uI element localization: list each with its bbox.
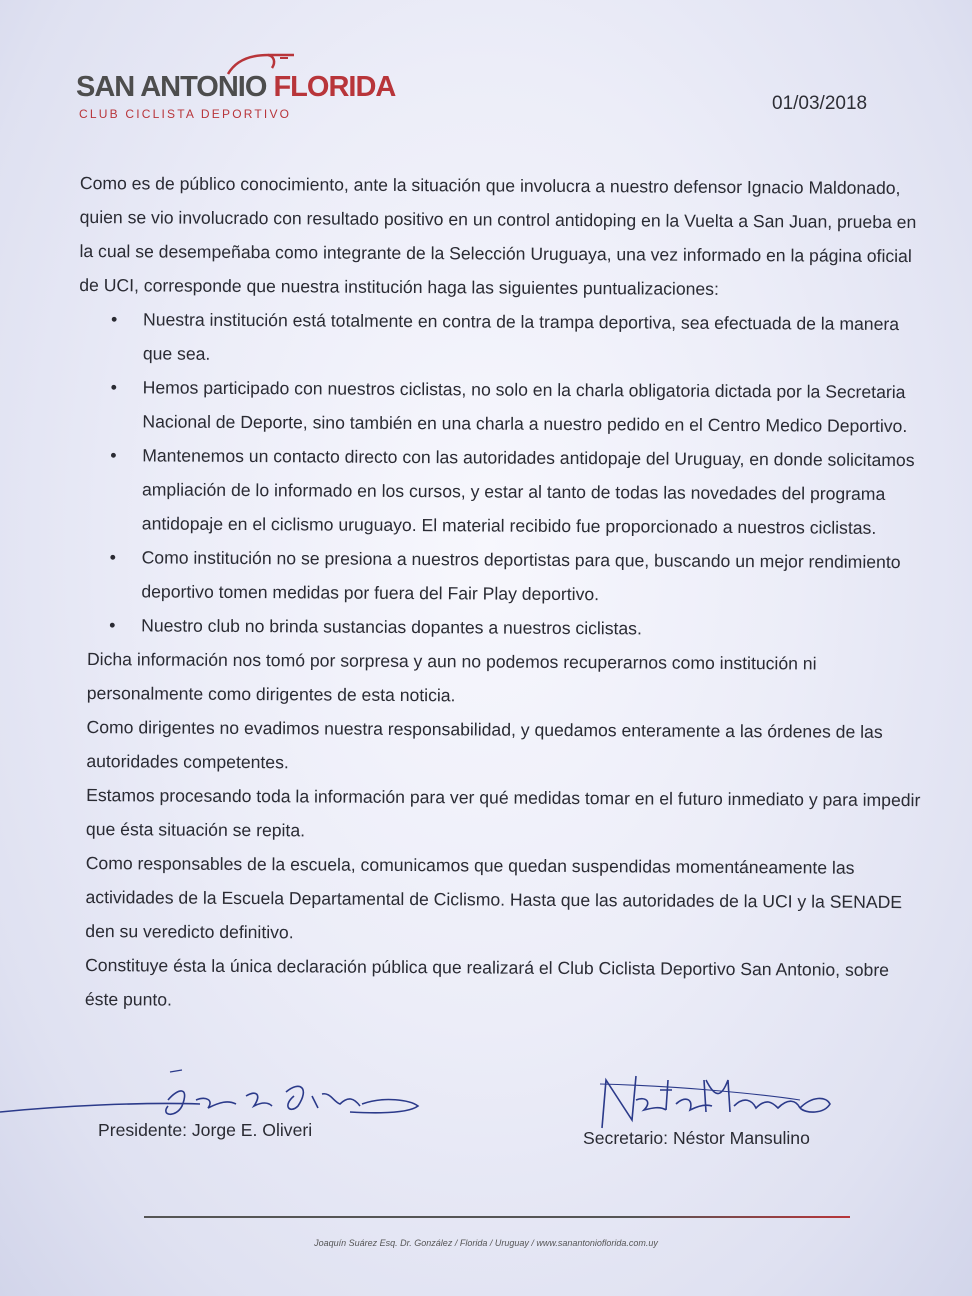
secretary-signature [600, 1076, 830, 1128]
logo-wordmark [76, 73, 395, 102]
letter-body [75, 166, 926, 1021]
signature-area [0, 1066, 972, 1166]
secretary-name: Secretario: Néstor Mansulino [583, 1128, 810, 1148]
list-item: • Hemos participado con nuestros ciclistas, no solo en la charla obligatoria dictada por la Secretaria Nacional de Deporte, sino también en una charla a nuestro pedido en el Centro Medico Deportivo. [142, 370, 924, 443]
letter-date: 01/03/2018 [772, 93, 868, 114]
paragraph-surprise: Dicha información nos tomó por sorpresa y aun no podemos recuperarnos como institución ni personalmente como dirigentes de esta noticia. [86, 649, 817, 706]
president-name: Presidente: Jorge E. Oliveri [98, 1120, 313, 1140]
president-signature [0, 1070, 418, 1116]
handwritten-signatures [0, 1066, 972, 1166]
list-item: • Nuestra institución está totalmente en contra de la trampa deportiva, sea efectuada de la manera que sea. [143, 302, 925, 375]
paragraph-suspension: Como responsables de la escuela, comunicamos que quedan suspendidas momentáneamente las actividades de la Escuela Departamental de Ciclismo. Hasta que las autoridades de la UCI y la SENADE den su veredicto definitivo. [85, 853, 903, 943]
points-list [77, 302, 925, 647]
footer-address: Joaquín Suárez Esq. Dr. González / Florida / Uruguay / www.sanantonioflorida.com.uy [314, 1238, 658, 1248]
paragraph-responsibility: Como dirigentes no evadimos nuestra responsabilidad, y quedamos enteramente a las órdenes de las autoridades competentes. [86, 717, 883, 773]
logo-word-san-antonio: SAN ANTONIO [76, 71, 267, 103]
list-item: • Mantenemos un contacto directo con las autoridades antidopaje del Uruguay, en donde solicitamos ampliación de lo informado en los cursos, y estar al tanto de todas las novedades del programa antidopaje en el ciclismo uruguayo. El material recibido fue proporcionado a nuestros ciclistas. [142, 438, 925, 545]
paragraph-processing: Estamos procesando toda la información para ver qué medidas tomar en el futuro inmediato y para impedir que ésta situación se repita. [85, 785, 921, 841]
logo-word-florida: FLORIDA [273, 71, 396, 103]
intro-paragraph: Como es de público conocimiento, ante la situación que involucra a nuestro defensor Ignacio Maldonado, quien se vio involucrado con resultado positivo en un control antidoping en la Vuelta a San Juan, prueba en la cual se desempeñaba como integrante de la Selección Uruguaya, una vez informado en la página oficial de UCI, corresponde que nuestra institución haga las siguientes puntualizaciones: [79, 172, 917, 299]
list-item: • Como institución no se presiona a nuestros deportistas para que, buscando un mejor rendimiento deportivo tomen medidas por fuera del Fair Play deportivo. [141, 540, 923, 613]
list-item: • Nuestro club no brinda sustancias dopantes a nuestros ciclistas. [141, 608, 923, 647]
paragraph-declaration: Constituye ésta la única declaración pública que realizará el Club Ciclista Deportivo San Antonio, sobre éste punto. [84, 955, 890, 1010]
logo-tagline: CLUB CICLISTA DEPORTIVO [79, 107, 292, 121]
footer-divider [144, 1216, 850, 1218]
club-logo [76, 52, 416, 124]
